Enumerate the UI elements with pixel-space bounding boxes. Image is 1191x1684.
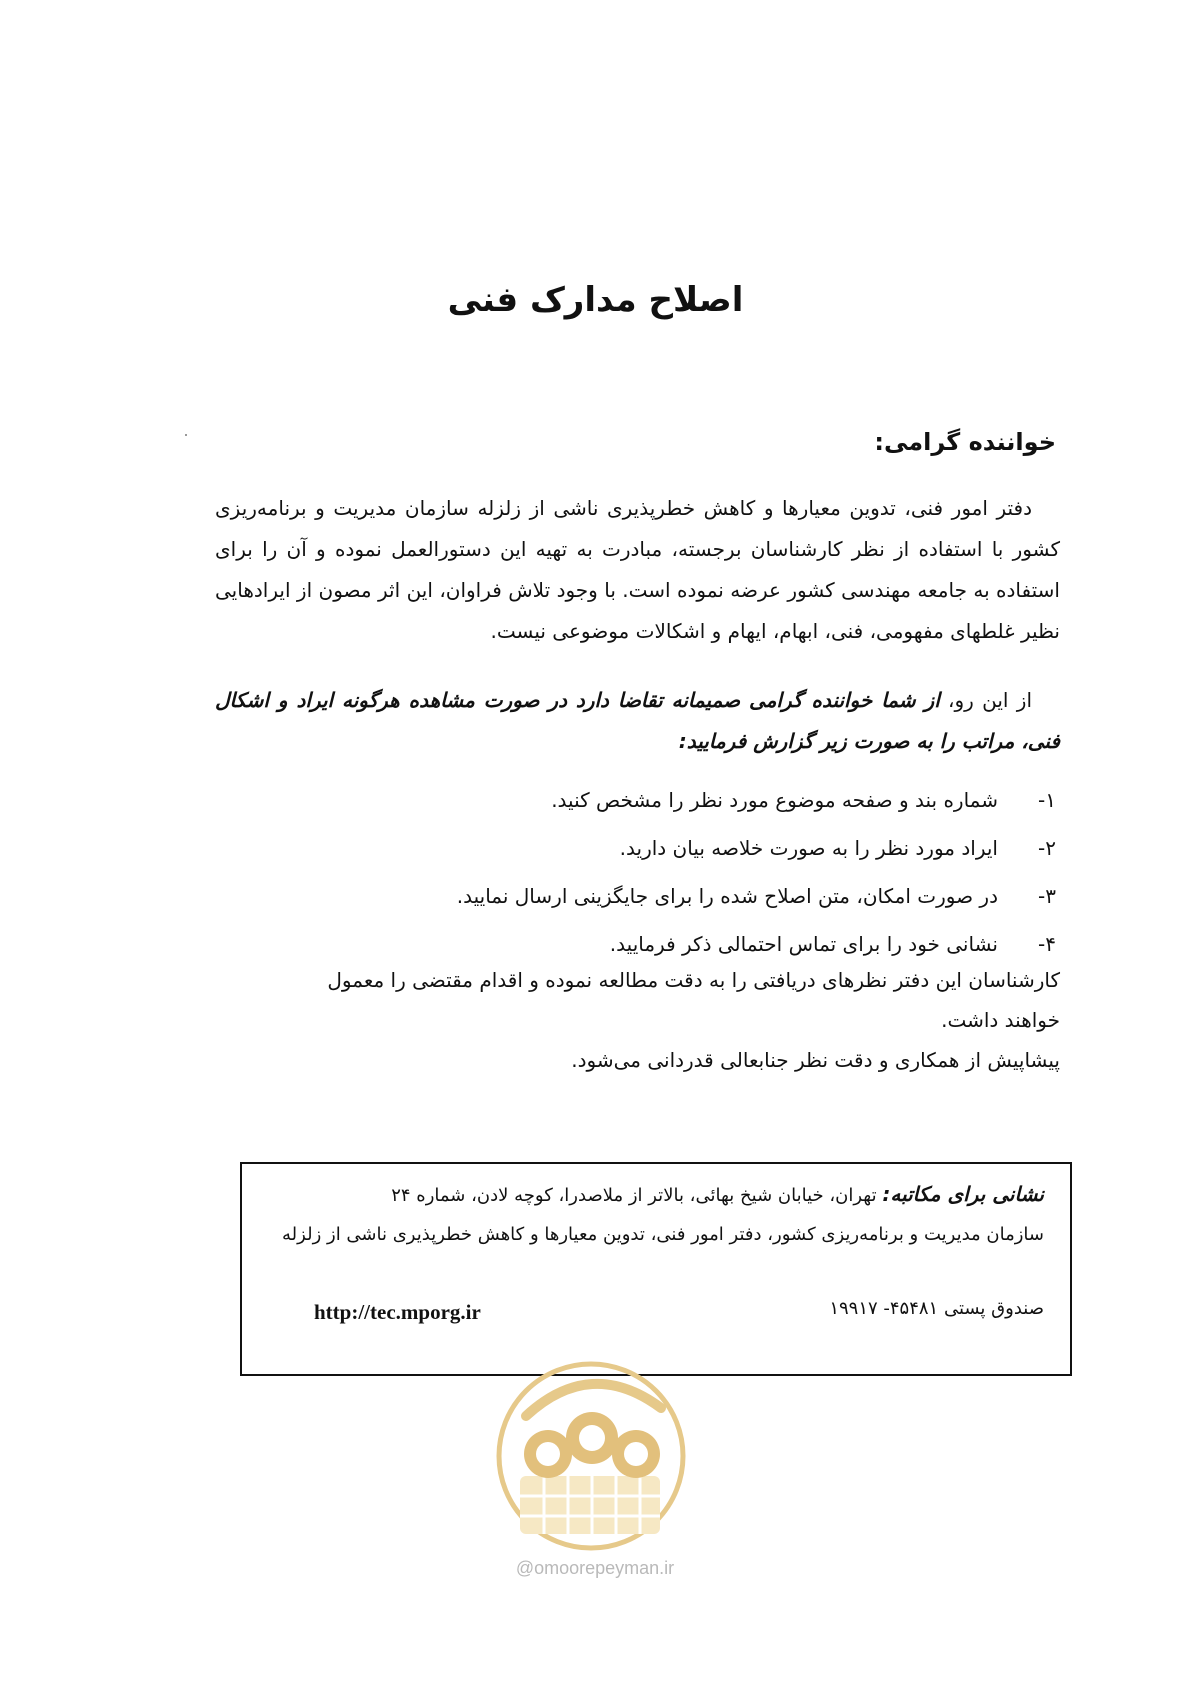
address-text: تهران، خیابان شیخ بهائی، بالاتر از ملاصدرا، کوچه لادن، شماره ۲۴	[391, 1185, 883, 1206]
page-title: اصلاح مدارک فنی	[447, 280, 744, 320]
address-label: نشانی برای مکاتبه:	[882, 1182, 1044, 1206]
watermark-seal-icon	[486, 1346, 696, 1556]
list-item	[356, 824, 1056, 872]
list-item	[356, 872, 1056, 920]
list-text: شماره بند و صفحه موضوع مورد نظر را مشخص کنید.	[551, 788, 998, 812]
request-paragraph	[215, 680, 1060, 762]
salutation: خواننده گرامی:	[874, 428, 1056, 456]
list-item	[356, 776, 1056, 824]
list-number: ۲-	[1038, 836, 1056, 860]
request-lead: از این رو،	[939, 688, 1033, 712]
list-text: نشانی خود را برای تماس احتمالی ذکر فرمایید.	[609, 932, 998, 956]
address-line	[391, 1182, 1044, 1206]
list-text: در صورت امکان، متن اصلاح شده را برای جایگزینی ارسال نمایید.	[456, 884, 998, 908]
po-box: صندوق پستی ۴۵۴۸۱- ۱۹۹۱۷	[829, 1298, 1044, 1319]
thanks-sentence: پیشاپیش از همکاری و دقت نظر جنابعالی قدردانی می‌شود.	[571, 1048, 1060, 1072]
watermark-handle: @omoorepeyman.ir	[515, 1558, 675, 1578]
list-number: ۴-	[1038, 932, 1056, 956]
intro-paragraph: دفتر امور فنی، تدوین معیارها و کاهش خطرپذیری ناشی از زلزله سازمان مدیریت و برنامه‌ریزی کشور با استفاده از نظر کارشناسان برجسته، مبادرت به تهیه این دستورالعمل نموده و آن را برای استفاده به جامعه مهندسی کشور عرضه نموده است. با وجود تلاش فراوان، این اثر مصون از ایرادهایی نظیر غلطهای مفهومی، فنی، ابهام، ایهام و اشکالات موضوعی نیست.	[215, 496, 1060, 643]
request-emphasis: از شما خواننده گرامی صمیمانه تقاضا دارد در صورت مشاهده هرگونه ایراد و اشکال فنی، مراتب را به صورت زیر گزارش فرمایید:	[215, 688, 1060, 753]
organization-line: سازمان مدیریت و برنامه‌ریزی کشور، دفتر امور فنی، تدوین معیارها و کاهش خطرپذیری ناشی از زلزله	[282, 1224, 1044, 1245]
instruction-list	[356, 776, 1056, 968]
website-link[interactable]: http://tec.mporg.ir	[314, 1300, 481, 1324]
closing-paragraphs	[300, 960, 1060, 1080]
list-number: ۳-	[1038, 884, 1056, 908]
list-text: ایراد مورد نظر را به صورت خلاصه بیان دارید.	[619, 836, 998, 860]
contact-box	[240, 1162, 1072, 1376]
list-number: ۱-	[1038, 788, 1056, 812]
review-sentence: کارشناسان این دفتر نظرهای دریافتی را به دقت مطالعه نموده و اقدام مقتضی را معمول خواهند داشت.	[327, 968, 1060, 1032]
scan-speck	[185, 434, 187, 436]
